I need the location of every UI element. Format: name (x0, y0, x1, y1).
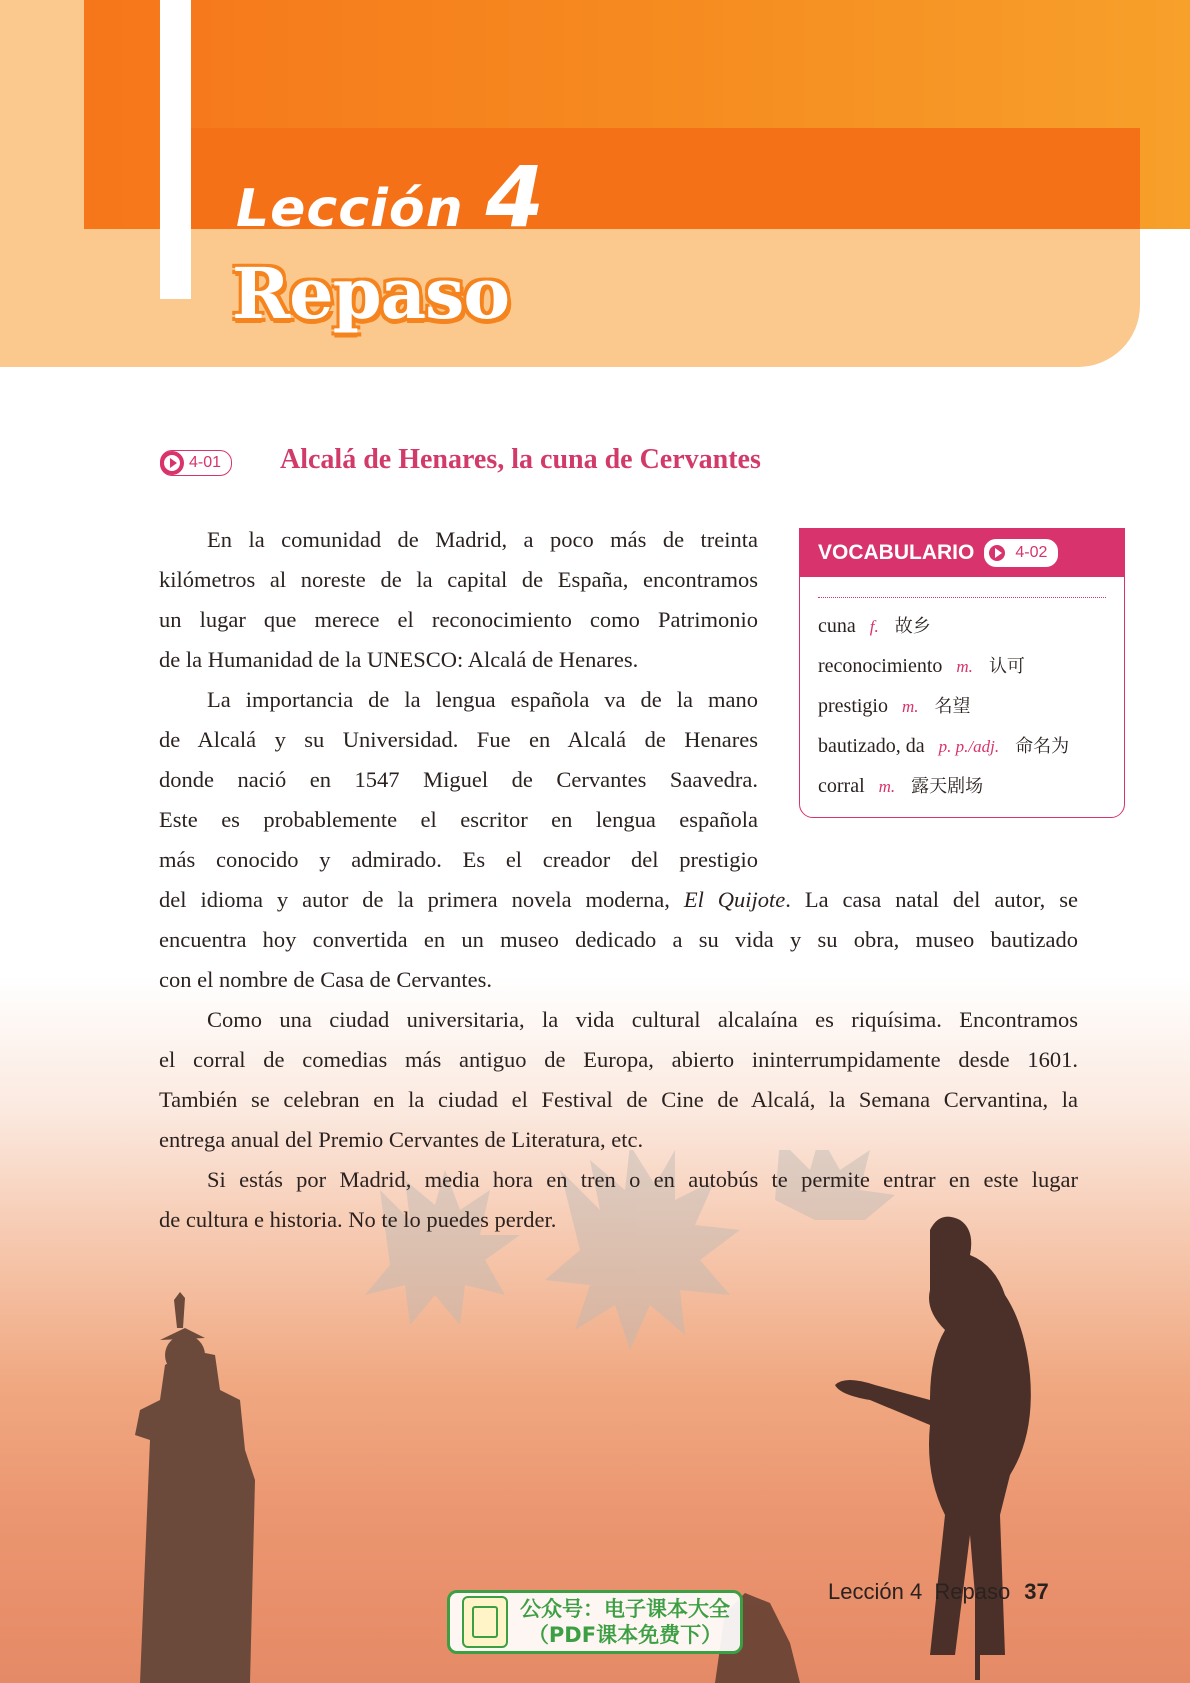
running-title: Lección 4 Repaso (828, 1579, 1011, 1604)
paragraph-4 (159, 1160, 1078, 1240)
text-line: de cultura e historia. No te lo puedes perder. (159, 1207, 557, 1232)
audio-button-4-01[interactable] (160, 450, 232, 476)
text-line: En la comunidad de Madrid, a poco más de treinta (207, 527, 758, 552)
vocabulary-list (800, 598, 1124, 806)
audio-code: 4-02 (1015, 544, 1048, 561)
badge-line-2: （PDF课本免费下） (527, 1623, 723, 1647)
text-line: del idioma y autor de la primera novela moderna, El Quijote. La casa natal del autor, se (159, 887, 1079, 912)
vocabulary-item: prestigio m. 名望 (818, 695, 971, 717)
play-icon (160, 451, 184, 475)
vocabulary-item: bautizado, da p. p./adj. 命名为 (818, 735, 1070, 757)
text-line: La importancia de la lengua española va de la mano (207, 687, 758, 712)
header-white-bar (160, 0, 191, 299)
paragraph-2 (159, 680, 758, 880)
text-line: encuentra hoy convertida en un museo dedicado a su vida y su obra, museo bautizado (159, 927, 1078, 952)
text-line: entrega anual del Premio Cervantes de Literatura, etc. (159, 1127, 644, 1152)
paragraph-1 (159, 520, 758, 680)
paragraph-3 (159, 1000, 1078, 1160)
book-title: El Quijote (683, 887, 786, 912)
vocabulary-item: cuna f. 故乡 (818, 615, 931, 637)
page-number: 37 (1024, 1579, 1049, 1604)
lesson-number: 4 (485, 148, 545, 246)
text-line: más conocido y admirado. Es el creador del prestigio (159, 847, 758, 872)
text-line: También se celebran en la ciudad el Festival de Cine de Alcalá, la Semana Cervantina, la (159, 1087, 1078, 1112)
text-line: Si estás por Madrid, media hora en tren o en autobús te permite entrar en este lugar (207, 1167, 1078, 1192)
text-line: Como una ciudad universitaria, la vida cultural alcalaína es riquísima. Encontramos (207, 1007, 1078, 1032)
badge-text (520, 1596, 730, 1648)
tower-silhouette (135, 1292, 255, 1683)
watermark-badge[interactable] (447, 1590, 743, 1654)
text-line: un lugar que merece el reconocimiento como Patrimonio (159, 607, 758, 632)
lesson-word: Lección (236, 179, 464, 239)
text-line: de la Humanidad de la UNESCO: Alcalá de Henares. (159, 647, 639, 672)
page-footer (828, 1579, 1049, 1605)
vocabulary-header (800, 529, 1124, 577)
audio-button-4-02[interactable] (984, 539, 1058, 567)
book-icon (462, 1596, 508, 1648)
text-line: Este es probablemente el escritor en lengua española (159, 807, 758, 832)
text-line: el corral de comedias más antiguo de Europa, abierto ininterrumpidamente desde 1601. (159, 1047, 1078, 1072)
page-title: Repaso (232, 252, 510, 335)
audio-code: 4-01 (189, 454, 222, 471)
statue-silhouette (835, 1217, 1031, 1680)
text-line: con el nombre de Casa de Cervantes. (159, 967, 493, 992)
vocabulary-box (799, 528, 1125, 818)
paragraph-2-continued (159, 880, 1078, 1000)
text-line: donde nació en 1547 Miguel de Cervantes Saavedra. (159, 767, 758, 792)
badge-line-1: 公众号：电子课本大全 (520, 1597, 730, 1621)
text-line: de Alcalá y su Universidad. Fue en Alcalá de Henares (159, 727, 758, 752)
vocabulary-item: reconocimiento m. 认可 (818, 655, 1025, 677)
vocabulary-item: corral m. 露天剧场 (818, 775, 984, 797)
play-icon (984, 540, 1010, 566)
lesson-label (236, 148, 544, 246)
section-title: Alcalá de Henares, la cuna de Cervantes (280, 444, 761, 475)
text-line: kilómetros al noreste de la capital de España, encontramos (159, 567, 758, 592)
vocabulary-title: VOCABULARIO (818, 541, 975, 564)
